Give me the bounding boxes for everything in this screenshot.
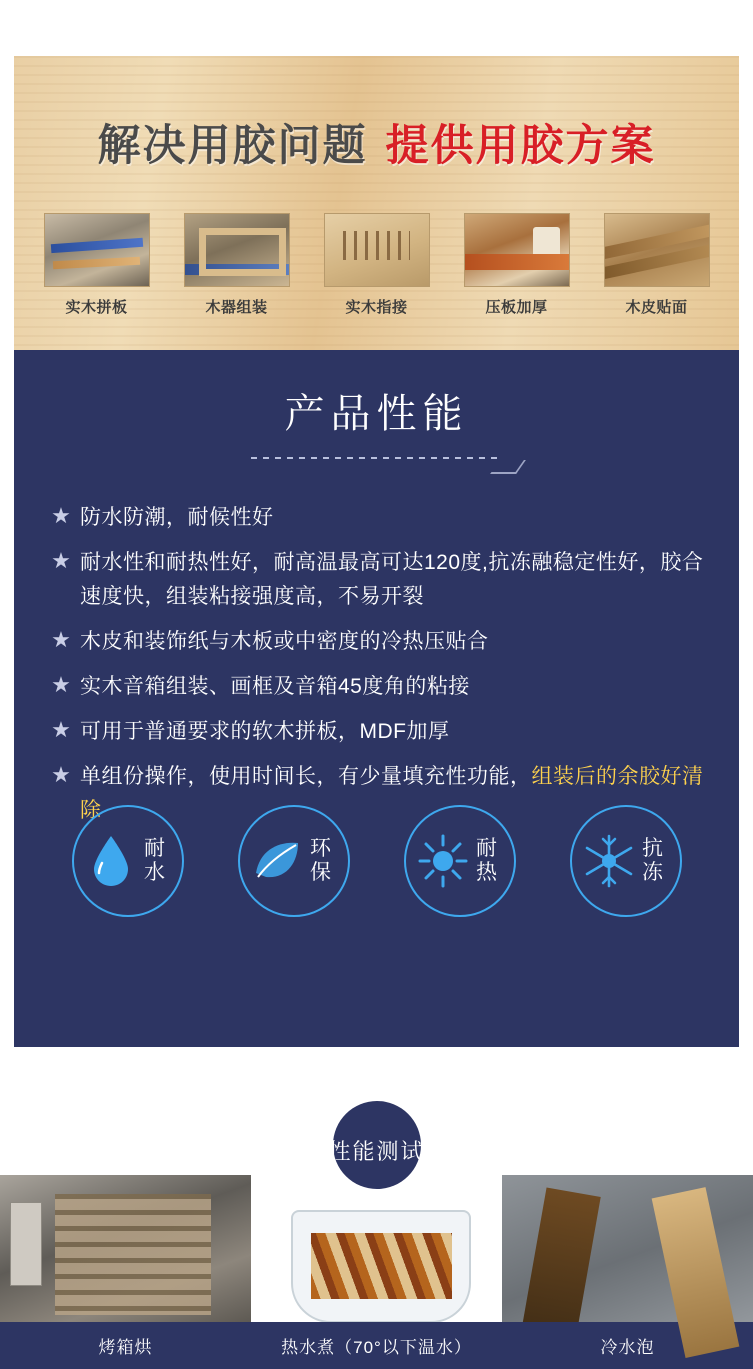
banner-title-part2: 提供用胶方案 bbox=[385, 122, 656, 170]
application-thumbnail-row bbox=[14, 213, 739, 317]
star-icon: ★ bbox=[51, 762, 71, 787]
test-photo-caption: 烤箱烘 bbox=[0, 1322, 251, 1369]
feature-list bbox=[42, 501, 739, 828]
application-thumb bbox=[604, 213, 710, 317]
test-photo-caption: 冷水泡 bbox=[502, 1322, 753, 1369]
banner-title-part1: 解决用胶问题 bbox=[97, 122, 368, 170]
list-item bbox=[42, 625, 739, 659]
wood-panel-joint-photo bbox=[44, 213, 150, 287]
sun-icon bbox=[418, 833, 468, 889]
leaf-icon bbox=[252, 833, 302, 889]
test-section-label: 性能测试 bbox=[319, 1132, 433, 1169]
list-item bbox=[42, 715, 739, 749]
press-board-photo bbox=[464, 213, 570, 287]
star-icon: ★ bbox=[51, 627, 71, 652]
property-badge-eco bbox=[238, 805, 350, 917]
property-badge-freeze bbox=[570, 805, 682, 917]
application-thumb bbox=[324, 213, 430, 317]
finger-joint-photo bbox=[324, 213, 430, 287]
application-thumb bbox=[44, 213, 150, 317]
oven-test-photo bbox=[0, 1175, 251, 1369]
banner-title bbox=[14, 112, 739, 173]
property-badge-label: 环保 bbox=[310, 837, 331, 884]
application-thumb-caption: 木器组装 bbox=[205, 299, 268, 316]
feature-text-highlight: 组装后的余胶好清除 bbox=[80, 765, 704, 822]
application-thumb-caption: 实木拼板 bbox=[65, 299, 128, 316]
feature-text-main: 单组份操作，使用时间长，有少量填充性功能， bbox=[80, 765, 532, 788]
performance-section bbox=[14, 350, 739, 1047]
list-item bbox=[42, 670, 739, 704]
test-photo-caption: 热水煮（70°以下温水） bbox=[251, 1322, 502, 1369]
veneer-photo bbox=[604, 213, 710, 287]
page-title: 产品性能 bbox=[284, 392, 469, 436]
list-item bbox=[42, 546, 739, 614]
cold-water-test-photo bbox=[502, 1175, 753, 1369]
property-badge-row bbox=[14, 805, 739, 917]
property-badge-label: 耐水 bbox=[144, 837, 165, 884]
star-icon: ★ bbox=[51, 672, 71, 697]
property-badge-water bbox=[72, 805, 184, 917]
water-drop-icon bbox=[86, 833, 136, 889]
snowflake-icon bbox=[584, 833, 634, 889]
application-thumb-caption: 实木指接 bbox=[345, 299, 408, 316]
feature-text: 防水防潮，耐候性好 bbox=[80, 506, 274, 529]
hot-water-test-photo bbox=[251, 1175, 502, 1369]
application-thumb bbox=[464, 213, 570, 317]
property-badge-label: 耐热 bbox=[476, 837, 497, 884]
feature-text: 耐水性和耐热性好，耐高温最高可达120度,抗冻融稳定性好，胶合速度快，组装粘接强度高，不易开裂 bbox=[80, 551, 704, 608]
application-thumb-caption: 压板加厚 bbox=[485, 299, 548, 316]
feature-text: 可用于普通要求的软木拼板，MDF加厚 bbox=[80, 720, 450, 743]
star-icon: ★ bbox=[51, 503, 71, 528]
list-item bbox=[42, 501, 739, 535]
feature-text: 木皮和装饰纸与木板或中密度的冷热压贴合 bbox=[80, 630, 489, 653]
test-photo-strip bbox=[0, 1175, 753, 1369]
application-thumb bbox=[184, 213, 290, 317]
title-underline-decoration bbox=[251, 457, 503, 459]
application-thumb-caption: 木皮贴面 bbox=[625, 299, 688, 316]
furniture-assembly-photo bbox=[184, 213, 290, 287]
property-badge-label: 抗冻 bbox=[642, 837, 663, 884]
star-icon: ★ bbox=[51, 717, 71, 742]
star-icon: ★ bbox=[51, 548, 71, 573]
top-banner bbox=[14, 56, 739, 350]
feature-text: 实木音箱组装、画框及音箱45度角的粘接 bbox=[80, 675, 470, 698]
property-badge-heat bbox=[404, 805, 516, 917]
